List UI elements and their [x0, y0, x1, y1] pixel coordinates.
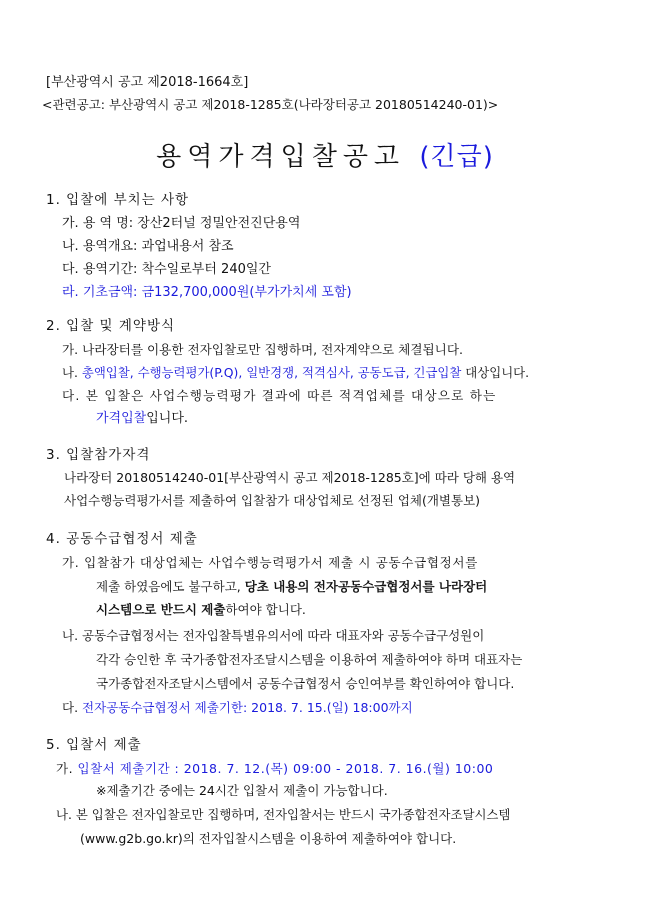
- s1-item-b: 나. 용역개요: 과업내용서 참조: [62, 239, 234, 254]
- s1-item-d: 라. 기초금액: 금132,700,000원(부가가치세 포함): [62, 285, 352, 300]
- s4-item-a-line2-prefix: 제출 하였음에도 불구하고,: [96, 579, 245, 594]
- s2-item-c-line2: [96, 410, 188, 428]
- s5-item-b-line1: 나. 본 입찰은 전자입찰로만 집행하며, 전자입찰서는 반드시 국가종합전자조달시스템: [56, 807, 511, 822]
- section-2-heading: 2. 입찰 및 계약방식: [46, 318, 176, 334]
- title-urgent: (긴급): [419, 142, 494, 172]
- s2-item-b-types: 총액입찰, 수행능력평가(P.Q), 일반경쟁, 적격심사, 공동도급, 긴급입찰: [81, 365, 462, 380]
- s4-item-b-line1: 나. 공동수급협정서는 전자입찰특별유의서에 따라 대표자와 공동수급구성원이: [62, 628, 485, 643]
- s1-item-a: 가. 용 역 명: 장산2터널 정밀안전진단용역: [62, 216, 301, 231]
- title-text: 용역가격입찰공고: [156, 142, 406, 172]
- s4-item-b-line3: 국가종합전자조달시스템에서 공동수급협정서 승인여부를 확인하여야 합니다.: [96, 676, 515, 691]
- s4-item-a-line3-suffix: 하여야 합니다.: [225, 602, 306, 617]
- s3-line1: 나라장터 20180514240-01[부산광역시 공고 제2018-1285호]에 따라 당해 용역: [64, 470, 516, 485]
- section-4-heading: 4. 공동수급협정서 제출: [46, 531, 198, 547]
- s4-item-a-line3: [96, 601, 306, 619]
- s5-item-a-period: 입찰서 제출기간 : 2018. 7. 12.(목) 09:00 - 2018. 7. 16.(월) 10:00: [77, 761, 494, 776]
- s2-item-a: 가. 나라장터를 이용한 전자입찰로만 집행하며, 전자계약으로 체결됩니다.: [62, 342, 463, 357]
- notice-number: [부산광역시 공고 제2018-1664호]: [46, 75, 249, 90]
- s4-item-c: [62, 699, 413, 717]
- s1-item-c: 다. 용역기간: 착수일로부터 240일간: [62, 262, 271, 277]
- s4-item-b-line2: 각각 승인한 후 국가종합전자조달시스템을 이용하여 제출하여야 하며 대표자는: [96, 652, 523, 667]
- s2-item-c-line1: 다. 본 입찰은 사업수행능력평가 결과에 따른 적격업체를 대상으로 하는: [62, 388, 497, 403]
- section-1-heading: 1. 입찰에 부치는 사항: [46, 192, 190, 208]
- s2-item-b: [62, 364, 529, 382]
- page-title: [0, 136, 650, 173]
- s4-item-a-line2-bold: 당초 내용의 전자공동수급협정서를 나라장터: [244, 579, 488, 594]
- s2-item-b-suffix: 대상입니다.: [461, 365, 530, 380]
- s2-item-c-price-bid: 가격입찰: [96, 411, 147, 426]
- section-5-heading: 5. 입찰서 제출: [46, 737, 142, 753]
- s3-line2: 사업수행능력평가서를 제출하여 입찰참가 대상업체로 선정된 업체(개별통보): [64, 493, 481, 508]
- s4-item-a-line2: [96, 578, 487, 596]
- section-3-heading: 3. 입찰참가자격: [46, 447, 151, 463]
- s5-item-a: [56, 760, 493, 778]
- s4-item-c-prefix: 다.: [62, 700, 83, 715]
- s5-item-a-note: ※제출기간 중에는 24시간 입찰서 제출이 가능합니다.: [96, 783, 388, 798]
- s5-item-b-line2: (www.g2b.go.kr)의 전자입찰시스템을 이용하여 제출하여야 합니다.: [80, 831, 457, 846]
- s4-item-a-line1: 가. 입찰참가 대상업체는 사업수행능력평가서 제출 시 공동수급협정서를: [62, 555, 478, 570]
- s2-item-c-suffix: 입니다.: [146, 411, 189, 426]
- related-notice: <관련공고: 부산광역시 공고 제2018-1285호(나라장터공고 20180514240-01)>: [42, 97, 499, 112]
- s2-item-b-prefix: 나.: [62, 365, 82, 380]
- s4-item-c-deadline: 전자공동수급협정서 제출기한: 2018. 7. 15.(일) 18:00까지: [82, 700, 413, 715]
- s5-item-a-prefix: 가.: [56, 761, 78, 776]
- s4-item-a-line3-bold: 시스템으로 반드시 제출: [96, 602, 226, 617]
